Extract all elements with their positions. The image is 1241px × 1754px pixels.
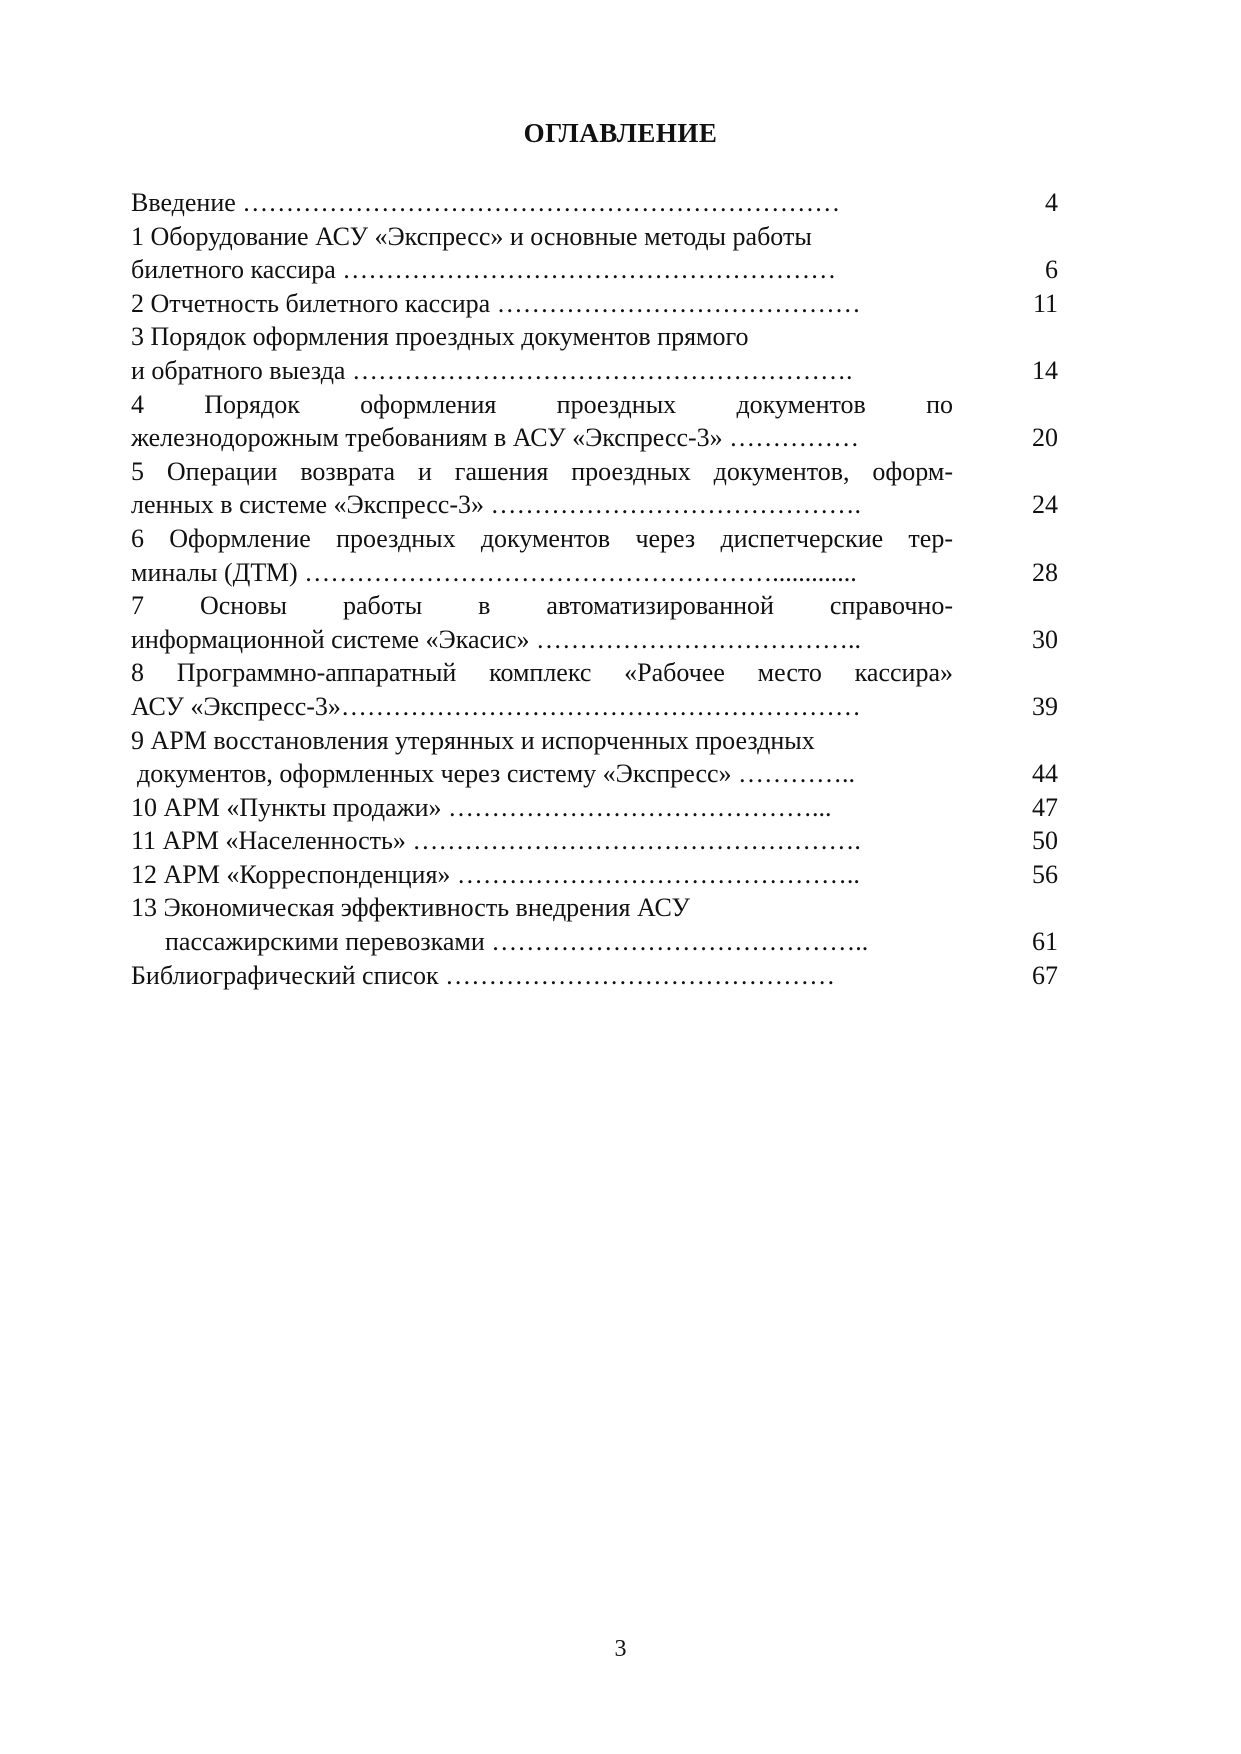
toc-entry-text: 13 Экономическая эффективность внедрения АСУ	[131, 893, 690, 923]
toc-entry-text: 2 Отчетность билетного кассира ……………………………………	[131, 288, 861, 318]
toc-entry-text-continued: железнодорожным требованиям в АСУ «Экспресс-3» ……………	[131, 423, 860, 453]
toc-entry-6[interactable]	[131, 522, 1061, 589]
toc-page-number: 44	[1032, 759, 1058, 789]
toc-entry-introduction[interactable]	[131, 186, 1061, 220]
toc-entry-text-continued: пассажирскими перевозками ……………………………………..	[165, 927, 869, 957]
page-number: 3	[614, 1636, 627, 1662]
toc-page-number: 14	[1032, 355, 1058, 385]
toc-page-number: 56	[1032, 859, 1058, 889]
toc-page-number: 24	[1032, 490, 1058, 520]
toc-entry-text: 6 Оформление проездных документов через диспетчерские тер-	[131, 523, 953, 553]
toc-entry-text-continued: документов, оформленных через систему «Экспресс» …………..	[137, 759, 856, 789]
toc-entry-3[interactable]	[131, 320, 1061, 387]
toc-entry-9[interactable]	[131, 724, 1061, 791]
toc-entry-text-continued: АСУ «Экспресс-3»……………………………………………………	[131, 691, 861, 721]
toc-entry-text: 11 АРМ «Населенность» …………………………………………….	[131, 826, 861, 856]
toc-entry-text-continued: билетного кассира …………………………………………………	[131, 255, 837, 285]
toc-entry-text: 4 Порядок оформления проездных документов по	[131, 389, 953, 419]
toc-entry-text: Введение ……………………………………………………………	[131, 188, 841, 217]
toc-entry-text: 5 Операции возврата и гашения проездных документов, оформ-	[131, 456, 953, 486]
toc-entry-10[interactable]	[131, 791, 1061, 825]
toc-page-number: 6	[1045, 255, 1058, 285]
table-of-contents	[131, 186, 1061, 992]
toc-page-number: 61	[1032, 927, 1058, 957]
toc-page-number: 47	[1032, 792, 1058, 822]
toc-page-number: 67	[1032, 960, 1058, 990]
toc-page-number: 28	[1032, 557, 1058, 587]
toc-entry-text-continued: информационной системе «Экасис» ………………………………..	[131, 624, 861, 654]
toc-entry-text: 3 Порядок оформления проездных документов прямого	[131, 322, 749, 352]
toc-entry-text: 8 Программно-аппаратный комплекс «Рабочее место кассира»	[131, 658, 953, 688]
toc-entry-text: 10 АРМ «Пункты продажи» ……………………………………...	[131, 792, 832, 822]
toc-entry-text: 1 Оборудование АСУ «Экспресс» и основные методы работы	[131, 221, 812, 251]
toc-page-number: 50	[1032, 826, 1058, 856]
toc-entry-text-continued: ленных в системе «Экспресс-3» …………………………………….	[131, 490, 862, 520]
toc-entry-text: Библиографический список ………………………………………	[131, 960, 836, 990]
toc-entry-1[interactable]	[131, 220, 1061, 287]
toc-entry-12[interactable]	[131, 858, 1061, 892]
toc-entry-text: 12 АРМ «Корреспонденция» ………………………………………..	[131, 859, 860, 889]
toc-page-number: 30	[1032, 624, 1058, 654]
toc-page-number: 20	[1032, 423, 1058, 453]
toc-page-number: 4	[1045, 188, 1058, 217]
toc-entry-11[interactable]	[131, 824, 1061, 858]
toc-entry-4[interactable]	[131, 388, 1061, 455]
toc-entry-8[interactable]	[131, 656, 1061, 723]
toc-entry-text-continued: миналы (ДТМ) ……………………………………………….............	[131, 557, 857, 587]
toc-page-number: 39	[1032, 691, 1058, 721]
toc-entry-5[interactable]	[131, 455, 1061, 522]
toc-entry-text: 7 Основы работы в автоматизированной справочно-	[131, 591, 953, 621]
toc-entry-2[interactable]	[131, 287, 1061, 321]
toc-title: ОГЛАВЛЕНИЕ	[523, 118, 718, 148]
toc-entry-text-continued: и обратного выезда ………………………………………………….	[131, 355, 853, 385]
toc-entry-bibliography[interactable]	[131, 959, 1061, 993]
toc-entry-13[interactable]	[131, 891, 1061, 958]
toc-entry-7[interactable]	[131, 589, 1061, 656]
toc-page-number: 11	[1032, 288, 1058, 318]
toc-entry-text: 9 АРМ восстановления утерянных и испорченных проездных	[131, 725, 815, 755]
